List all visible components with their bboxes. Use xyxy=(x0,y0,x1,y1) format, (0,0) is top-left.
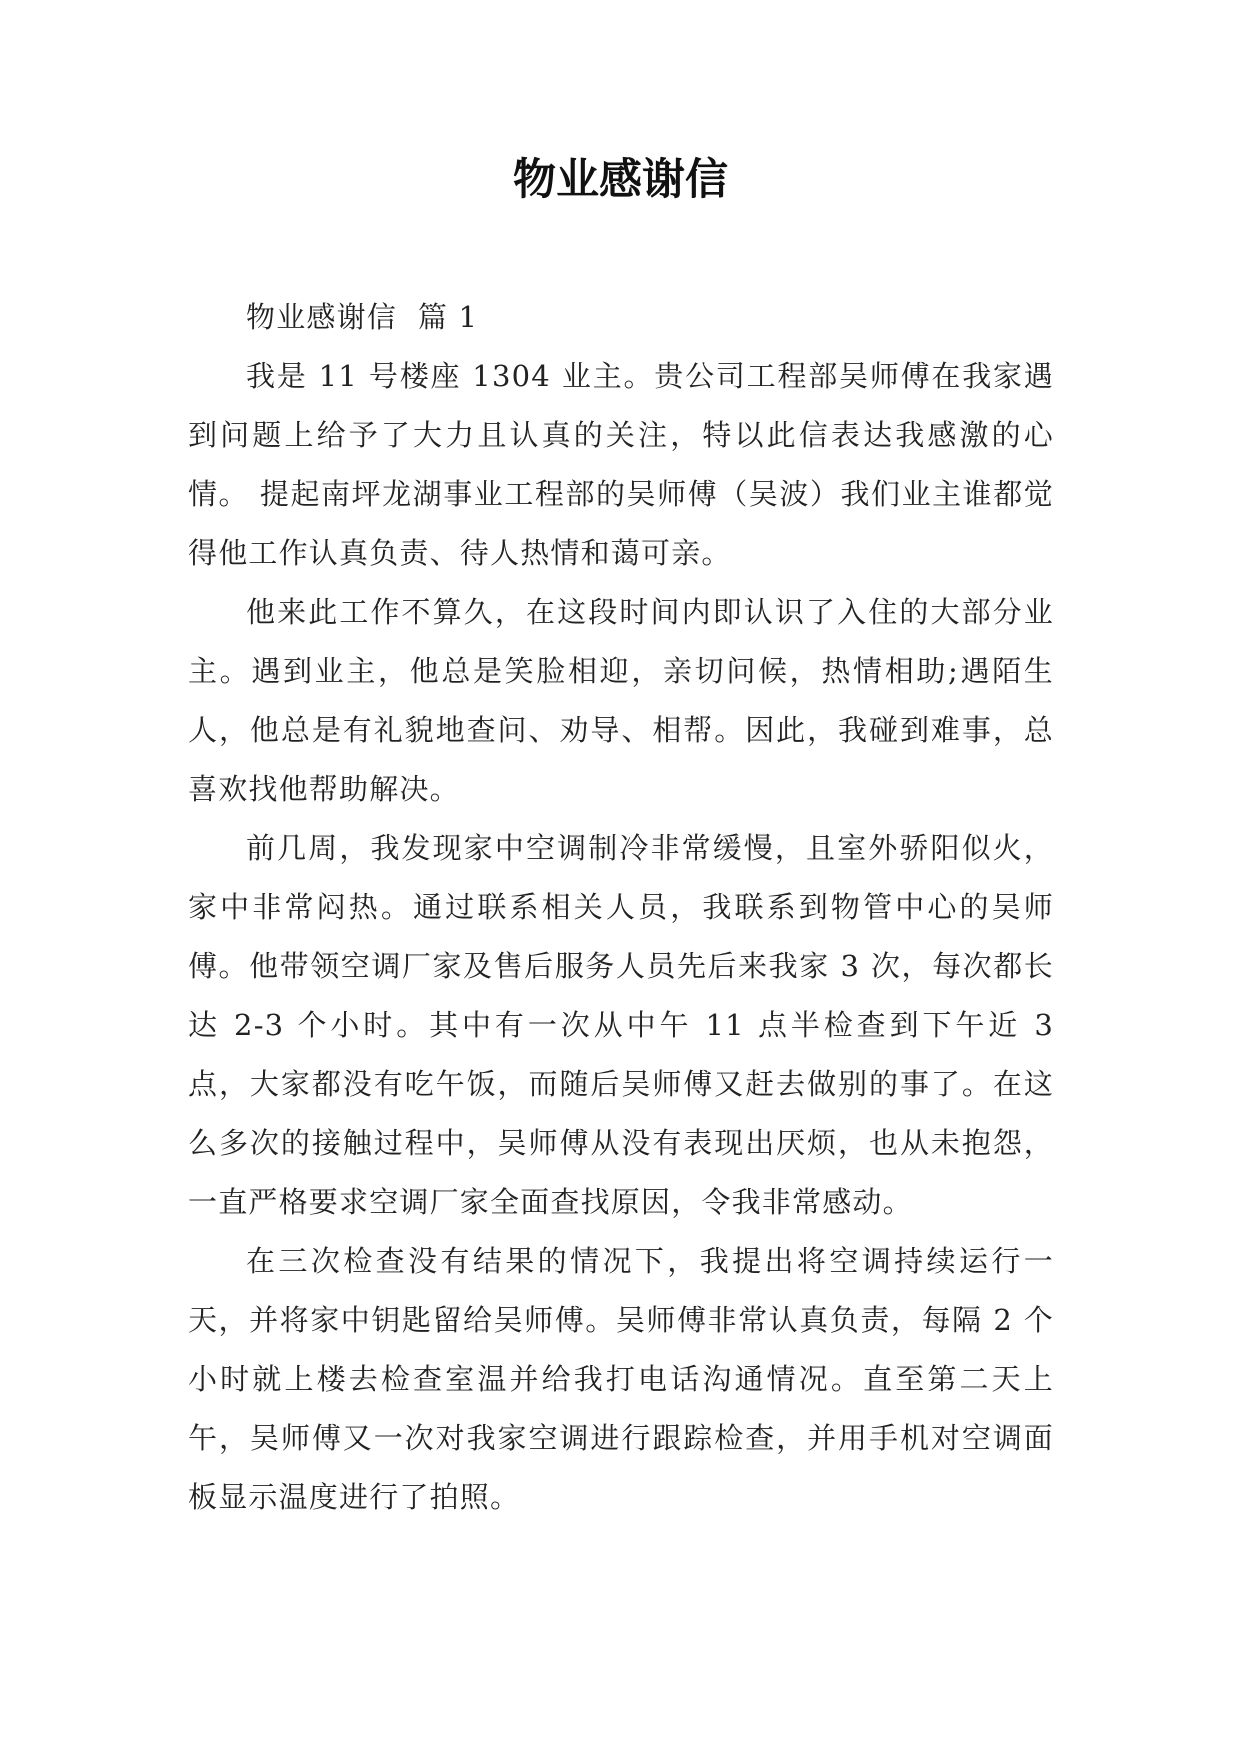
document-title: 物业感谢信 xyxy=(513,155,728,205)
paragraph: 前几周，我发现家中空调制冷非常缓慢，且室外骄阳似火，家中非常闷热。通过联系相关人员，我联系到物管中心的吴师傅。他带领空调厂家及售后服务人员先后来我家 3 次，每次都长达 2-3 个小时。其中有一次从中午 11 点半检查到下午近 3 点，大家都没有吃午饭，而随后吴师傅又赶去做别的事了。在这么多次的接触过程中，吴师傅从没有表现出厌烦，也从未抱怨，一直严格要求空调厂家全面查找原因，令我非常感动。 xyxy=(188,831,1054,1219)
paragraph: 他来此工作不算久，在这段时间内即认识了入住的大部分业主。遇到业主，他总是笑脸相迎，亲切问候，热情相助;遇陌生人，他总是有礼貌地查问、劝导、相帮。因此，我碰到难事，总喜欢找他帮助解决。 xyxy=(188,595,1054,806)
paragraph: 我是 11 号楼座 1304 业主。贵公司工程部吴师傅在我家遇到问题上给予了大力且认真的关注，特以此信表达我感激的心情。 提起南坪龙湖事业工程部的吴师傅（吴波）我们业主谁都觉得他工作认真负责、待人热情和蔼可亲。 xyxy=(188,359,1054,570)
document-body xyxy=(188,288,1054,1527)
paragraph: 在三次检查没有结果的情况下，我提出将空调持续运行一天，并将家中钥匙留给吴师傅。吴师傅非常认真负责，每隔 2 个小时就上楼去检查室温并给我打电话沟通情况。直至第二天上午，吴师傅又一次对我家空调进行跟踪检查，并用手机对空调面板显示温度进行了拍照。 xyxy=(188,1244,1054,1514)
section-heading: 物业感谢信 篇 1 xyxy=(246,300,479,334)
